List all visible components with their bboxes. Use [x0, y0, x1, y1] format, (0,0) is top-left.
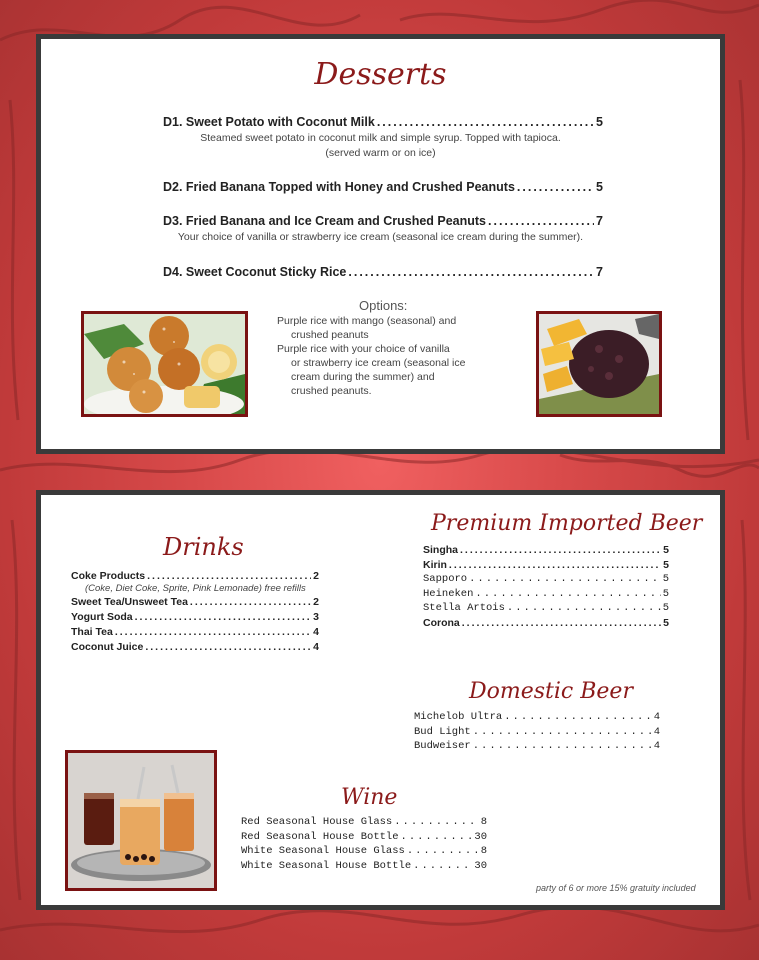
drinks-panel — [36, 490, 725, 910]
drink-item — [71, 570, 319, 582]
options-line: or strawberry ice cream (seasonal ice — [291, 357, 466, 369]
beer-name: Sapporo — [423, 573, 468, 586]
drink-price: 3 — [313, 611, 319, 623]
dessert-item-d1 — [163, 115, 603, 129]
options-list — [277, 314, 465, 398]
beer-item — [423, 601, 669, 616]
drink-name: Thai Tea — [71, 626, 113, 638]
dessert-name: D2. Fried Banana Topped with Honey and Crushed Peanuts — [163, 180, 515, 194]
beer-price: 4 — [653, 740, 660, 752]
wine-price: 30 — [474, 830, 487, 843]
dessert-item-d4 — [163, 265, 603, 279]
gratuity-note: party of 6 or more 15% gratuity included — [536, 883, 696, 893]
sticky-rice-photo — [536, 311, 662, 417]
drink-price: 2 — [313, 596, 319, 608]
beer-name: Corona — [423, 616, 460, 629]
beer-item — [414, 710, 660, 725]
wine-item — [241, 844, 487, 859]
beer-item — [414, 739, 660, 754]
beer-price: 5 — [662, 573, 669, 586]
beer-item — [414, 725, 660, 740]
drink-item — [71, 641, 319, 653]
fried-banana-photo — [81, 311, 248, 417]
dessert-price: 7 — [596, 214, 603, 228]
wine-list — [241, 815, 487, 873]
beer-item — [423, 587, 669, 602]
drink-price: 2 — [313, 570, 319, 582]
premium-beer-list — [423, 543, 669, 631]
beer-price: 4 — [653, 711, 660, 723]
dessert-name: D4. Sweet Coconut Sticky Rice — [163, 265, 347, 279]
beer-item — [423, 558, 669, 573]
drink-name: Coconut Juice — [71, 641, 144, 653]
drinks-list — [71, 570, 319, 653]
dessert-d1-description-line1: Steamed sweet potato in coconut milk and simple syrup. Topped with tapioca. — [200, 132, 561, 144]
wine-price: 30 — [474, 859, 487, 872]
drink-item — [71, 611, 319, 623]
wine-title: Wine — [341, 785, 398, 810]
options-title: Options: — [359, 298, 408, 313]
beer-name: Stella Artois — [423, 602, 505, 615]
beer-price: 4 — [653, 725, 660, 738]
drink-item — [71, 596, 319, 608]
dessert-price: 5 — [596, 180, 603, 194]
beer-price: 5 — [662, 587, 669, 600]
drink-name: Sweet Tea/Unsweet Tea — [71, 596, 188, 608]
dessert-d1-description-line2: (served warm or on ice) — [325, 147, 436, 159]
options-line: crushed peanuts — [291, 329, 369, 341]
options-line: crushed peanuts. — [291, 385, 372, 397]
beer-name: Kirin — [423, 558, 447, 571]
beer-item — [423, 543, 669, 558]
dessert-price: 5 — [596, 115, 603, 129]
beer-name: Bud Light — [414, 725, 471, 738]
dessert-item-d3 — [163, 214, 603, 228]
dessert-d3-description: Your choice of vanilla or strawberry ice cream (seasonal ice cream during the summer). — [177, 231, 584, 243]
beer-item — [423, 572, 669, 587]
options-line: Purple rice with mango (seasonal) and — [277, 315, 457, 327]
beer-price: 5 — [662, 602, 669, 615]
drink-price: 4 — [313, 641, 319, 653]
coke-note: (Coke, Diet Coke, Sprite, Pink Lemonade) free refills — [85, 583, 306, 594]
drink-item — [71, 626, 319, 638]
drink-price: 4 — [313, 626, 319, 638]
dessert-name: D3. Fried Banana and Ice Cream and Crushed Peanuts — [163, 214, 487, 228]
beer-price: 5 — [663, 544, 669, 556]
options-line: Purple rice with your choice of vanilla — [277, 343, 450, 355]
beer-name: Michelob Ultra — [414, 711, 503, 723]
wine-item — [241, 815, 487, 830]
dessert-item-d2 — [163, 180, 603, 194]
beer-price: 5 — [663, 616, 669, 629]
bubble-tea-photo — [65, 750, 217, 891]
desserts-title: Desserts — [314, 57, 447, 92]
drinks-title: Drinks — [163, 533, 244, 561]
options-line: cream during the summer) and — [291, 371, 435, 383]
beer-name: Budweiser — [414, 740, 471, 752]
wine-item — [241, 830, 487, 845]
dessert-name: D1. Sweet Potato with Coconut Milk — [163, 115, 375, 129]
wine-price: 8 — [480, 845, 487, 857]
wine-name: Red Seasonal House Glass — [241, 816, 393, 828]
drink-name: Coke Products — [71, 570, 146, 582]
dessert-price: 7 — [596, 265, 603, 279]
desserts-panel — [36, 34, 725, 454]
wine-name: Red Seasonal House Bottle — [241, 830, 399, 843]
beer-name: Heineken — [423, 587, 474, 600]
wine-price: 8 — [480, 816, 487, 828]
premium-beer-title: Premium Imported Beer — [431, 511, 703, 536]
wine-item — [241, 859, 487, 874]
beer-name: Singha — [423, 544, 459, 556]
domestic-beer-title: Domestic Beer — [469, 679, 633, 704]
domestic-beer-list — [414, 710, 660, 754]
drink-name: Yogurt Soda — [71, 611, 133, 623]
beer-price: 5 — [663, 558, 669, 571]
wine-name: White Seasonal House Glass — [241, 845, 405, 857]
wine-name: White Seasonal House Bottle — [241, 859, 412, 872]
beer-item — [423, 616, 669, 631]
